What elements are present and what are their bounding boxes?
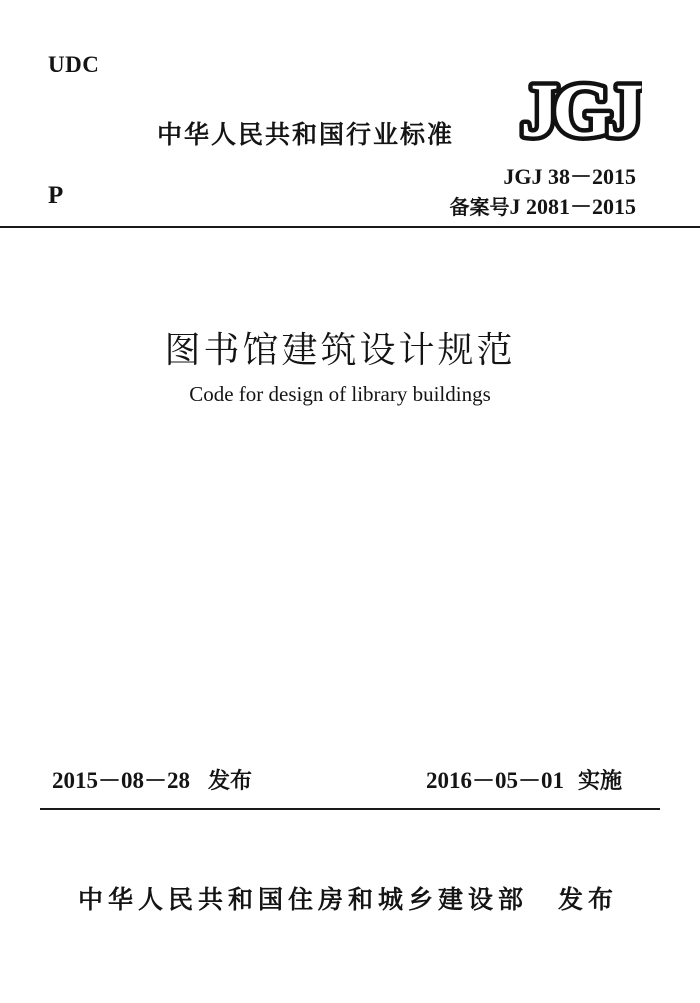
standard-type: 中华人民共和国行业标准 <box>157 120 455 149</box>
jgj-logo <box>516 74 642 146</box>
issue-date-block <box>52 762 252 795</box>
classification-letter: P <box>48 182 64 209</box>
issue-label: 发布 <box>208 769 253 794</box>
record-number <box>449 190 636 221</box>
document-title: 图书馆建筑设计规范 <box>164 330 516 371</box>
document-title-english: Code for design of library buildings <box>189 382 491 406</box>
record-number-value: J 2081－2015 <box>509 194 636 219</box>
record-prefix: 备案号 <box>449 195 510 219</box>
publisher-action: 发布 <box>558 885 619 914</box>
footer-divider <box>40 808 660 810</box>
effective-date-block <box>426 762 622 795</box>
header-divider <box>0 226 700 228</box>
effective-label: 实施 <box>578 769 623 794</box>
issue-date: 2015－08－28 <box>52 768 190 793</box>
publisher: 中华人民共和国住房和城乡建设部 <box>78 885 529 914</box>
udc-label: UDC <box>48 52 100 77</box>
standard-code: JGJ 38－2015 <box>503 164 636 189</box>
jgj-logo-text: JGJ <box>520 74 638 146</box>
effective-date: 2016－05－01 <box>426 768 564 793</box>
